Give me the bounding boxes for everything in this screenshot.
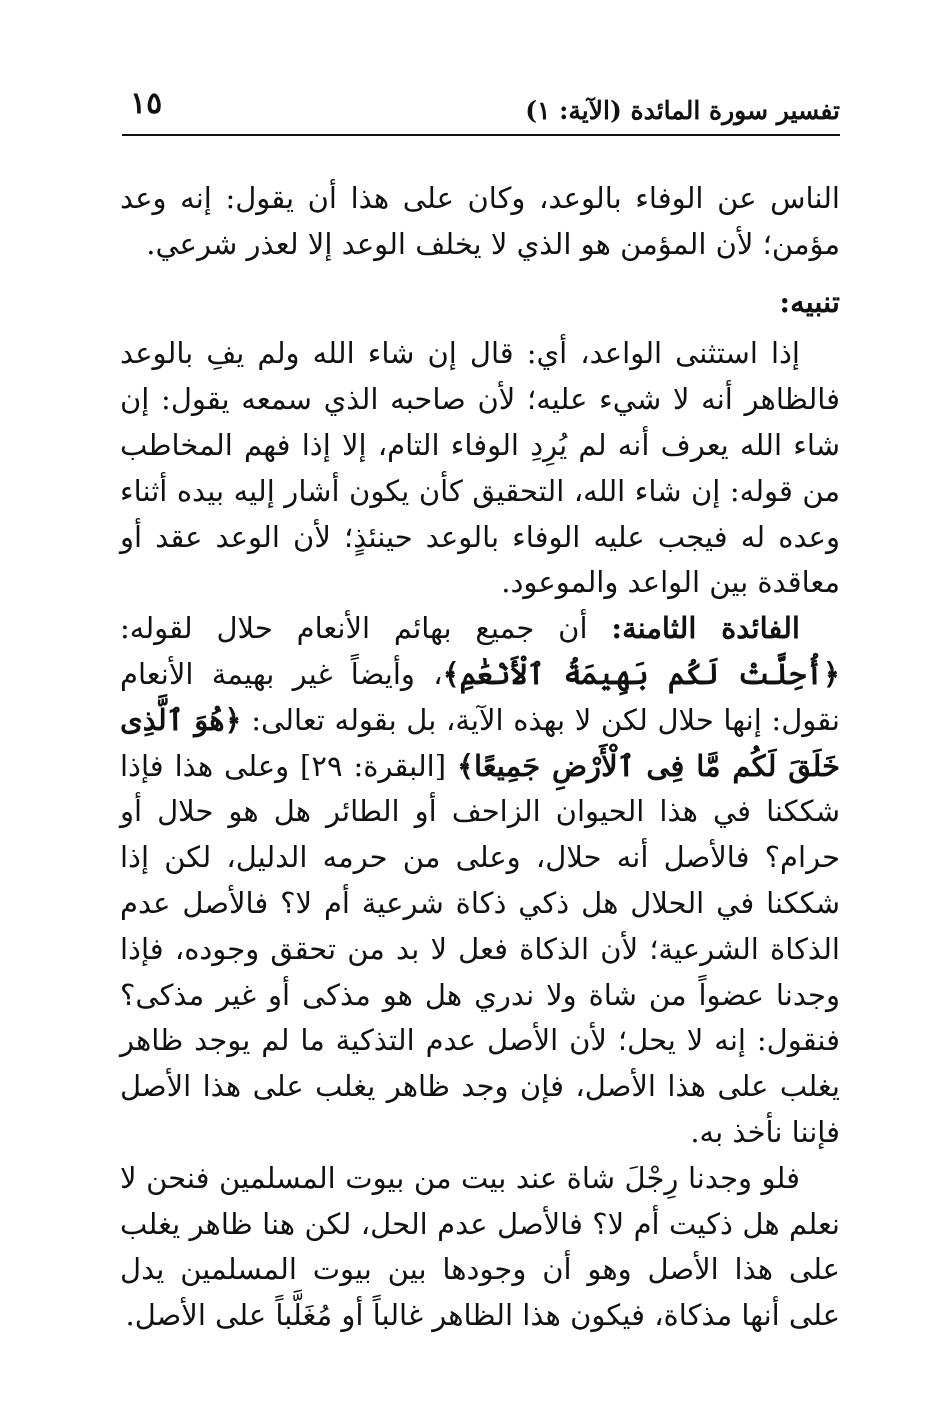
paragraph-benefit-eight [120, 606, 840, 1156]
benefit-label: الفائدة الثامنة: [611, 611, 800, 646]
paragraph-text: أن جميع بهائم الأنعام حلال لقوله: [120, 611, 612, 646]
header-divider [122, 134, 840, 136]
quran-verse: ﴿أُحِلَّتْ لَكُم بَهِيمَةُ ٱلْأَنْعَٰمِ﴾ [442, 656, 840, 691]
paragraph-text: ، وأيضاً غير بهيمة الأنعام نقول: إنها حلال لكن لا بهذه الآية، بل بقوله تعالى: [120, 656, 840, 737]
paragraph-example: فلو وجدنا رِجْلَ شاة عند بيت من بيوت المسلمين فنحن لا نعلم هل ذكيت أم لا؟ فالأصل عدم الحل، لكن هنا ظاهر يغلب على هذا الأصل وهو أن وجودها بين بيوت المسلمين يدل على أنها مذكاة، فيكون هذا الظاهر غالباً أو مُغَلَّباً على الأصل. [120, 1160, 840, 1333]
page-number: ١٥ [130, 86, 163, 121]
paragraph-text: [البقرة: ٢٩] وعلى هذا فإذا شككنا في هذا الحيوان الزاحف أو الطائر هل هو حلال أو حرام؟ فالأصل أنه حلال، وعلى من حرمه الدليل، لكن إذا شككنا في الحلال هل ذكي ذكاة شرعية أم لا؟ فالأصل عدم الذكاة الشرعية؛ لأن الذكاة فعل لا بد من تحقق وجوده، فإذا وجدنا عضواً من شاة ولا ندري هل هو مذكى أو غير مذكى؟ فنقول: إنه لا يحل؛ لأن الأصل عدم التذكية ما لم يوجد ظاهر يغلب على هذا الأصل، فإن وجد ظاهر يغلب على هذا الأصل فإننا نأخذ به. [120, 748, 840, 1149]
paragraph-note: إذا استثنى الواعد، أي: قال إن شاء الله ولم يفِ بالوعد فالظاهر أنه لا شيء عليه؛ لأن صاحبه الذي سمعه يقول: إن شاء الله يعرف أنه لم يُرِدِ الوفاء التام، إلا إذا فهم المخاطب من قوله: إن شاء الله، التحقيق كأن يكون أشار إليه بيده أثناء وعده له فيجب عليه الوفاء بالوعد حينئذٍ؛ لأن الوعد عقد أو معاقدة بين الواعد والموعود. [120, 336, 840, 600]
section-heading: تنبيه: [779, 284, 840, 319]
paragraph-continuation: الناس عن الوفاء بالوعد، وكان على هذا أن يقول: إنه وعد مؤمن؛ لأن المؤمن هو الذي لا يخلف الوعد إلا لعذر شرعي. [120, 181, 840, 261]
running-title: تفسير سورة المائدة (الآية: ١) [525, 96, 840, 125]
running-header [122, 86, 840, 130]
page-body [120, 176, 840, 1339]
quran-verse: ﴿هُوَ ٱلَّذِى خَلَقَ لَكُم مَّا فِى ٱلْأَرْضِ جَمِيعًا﴾ [120, 702, 841, 783]
